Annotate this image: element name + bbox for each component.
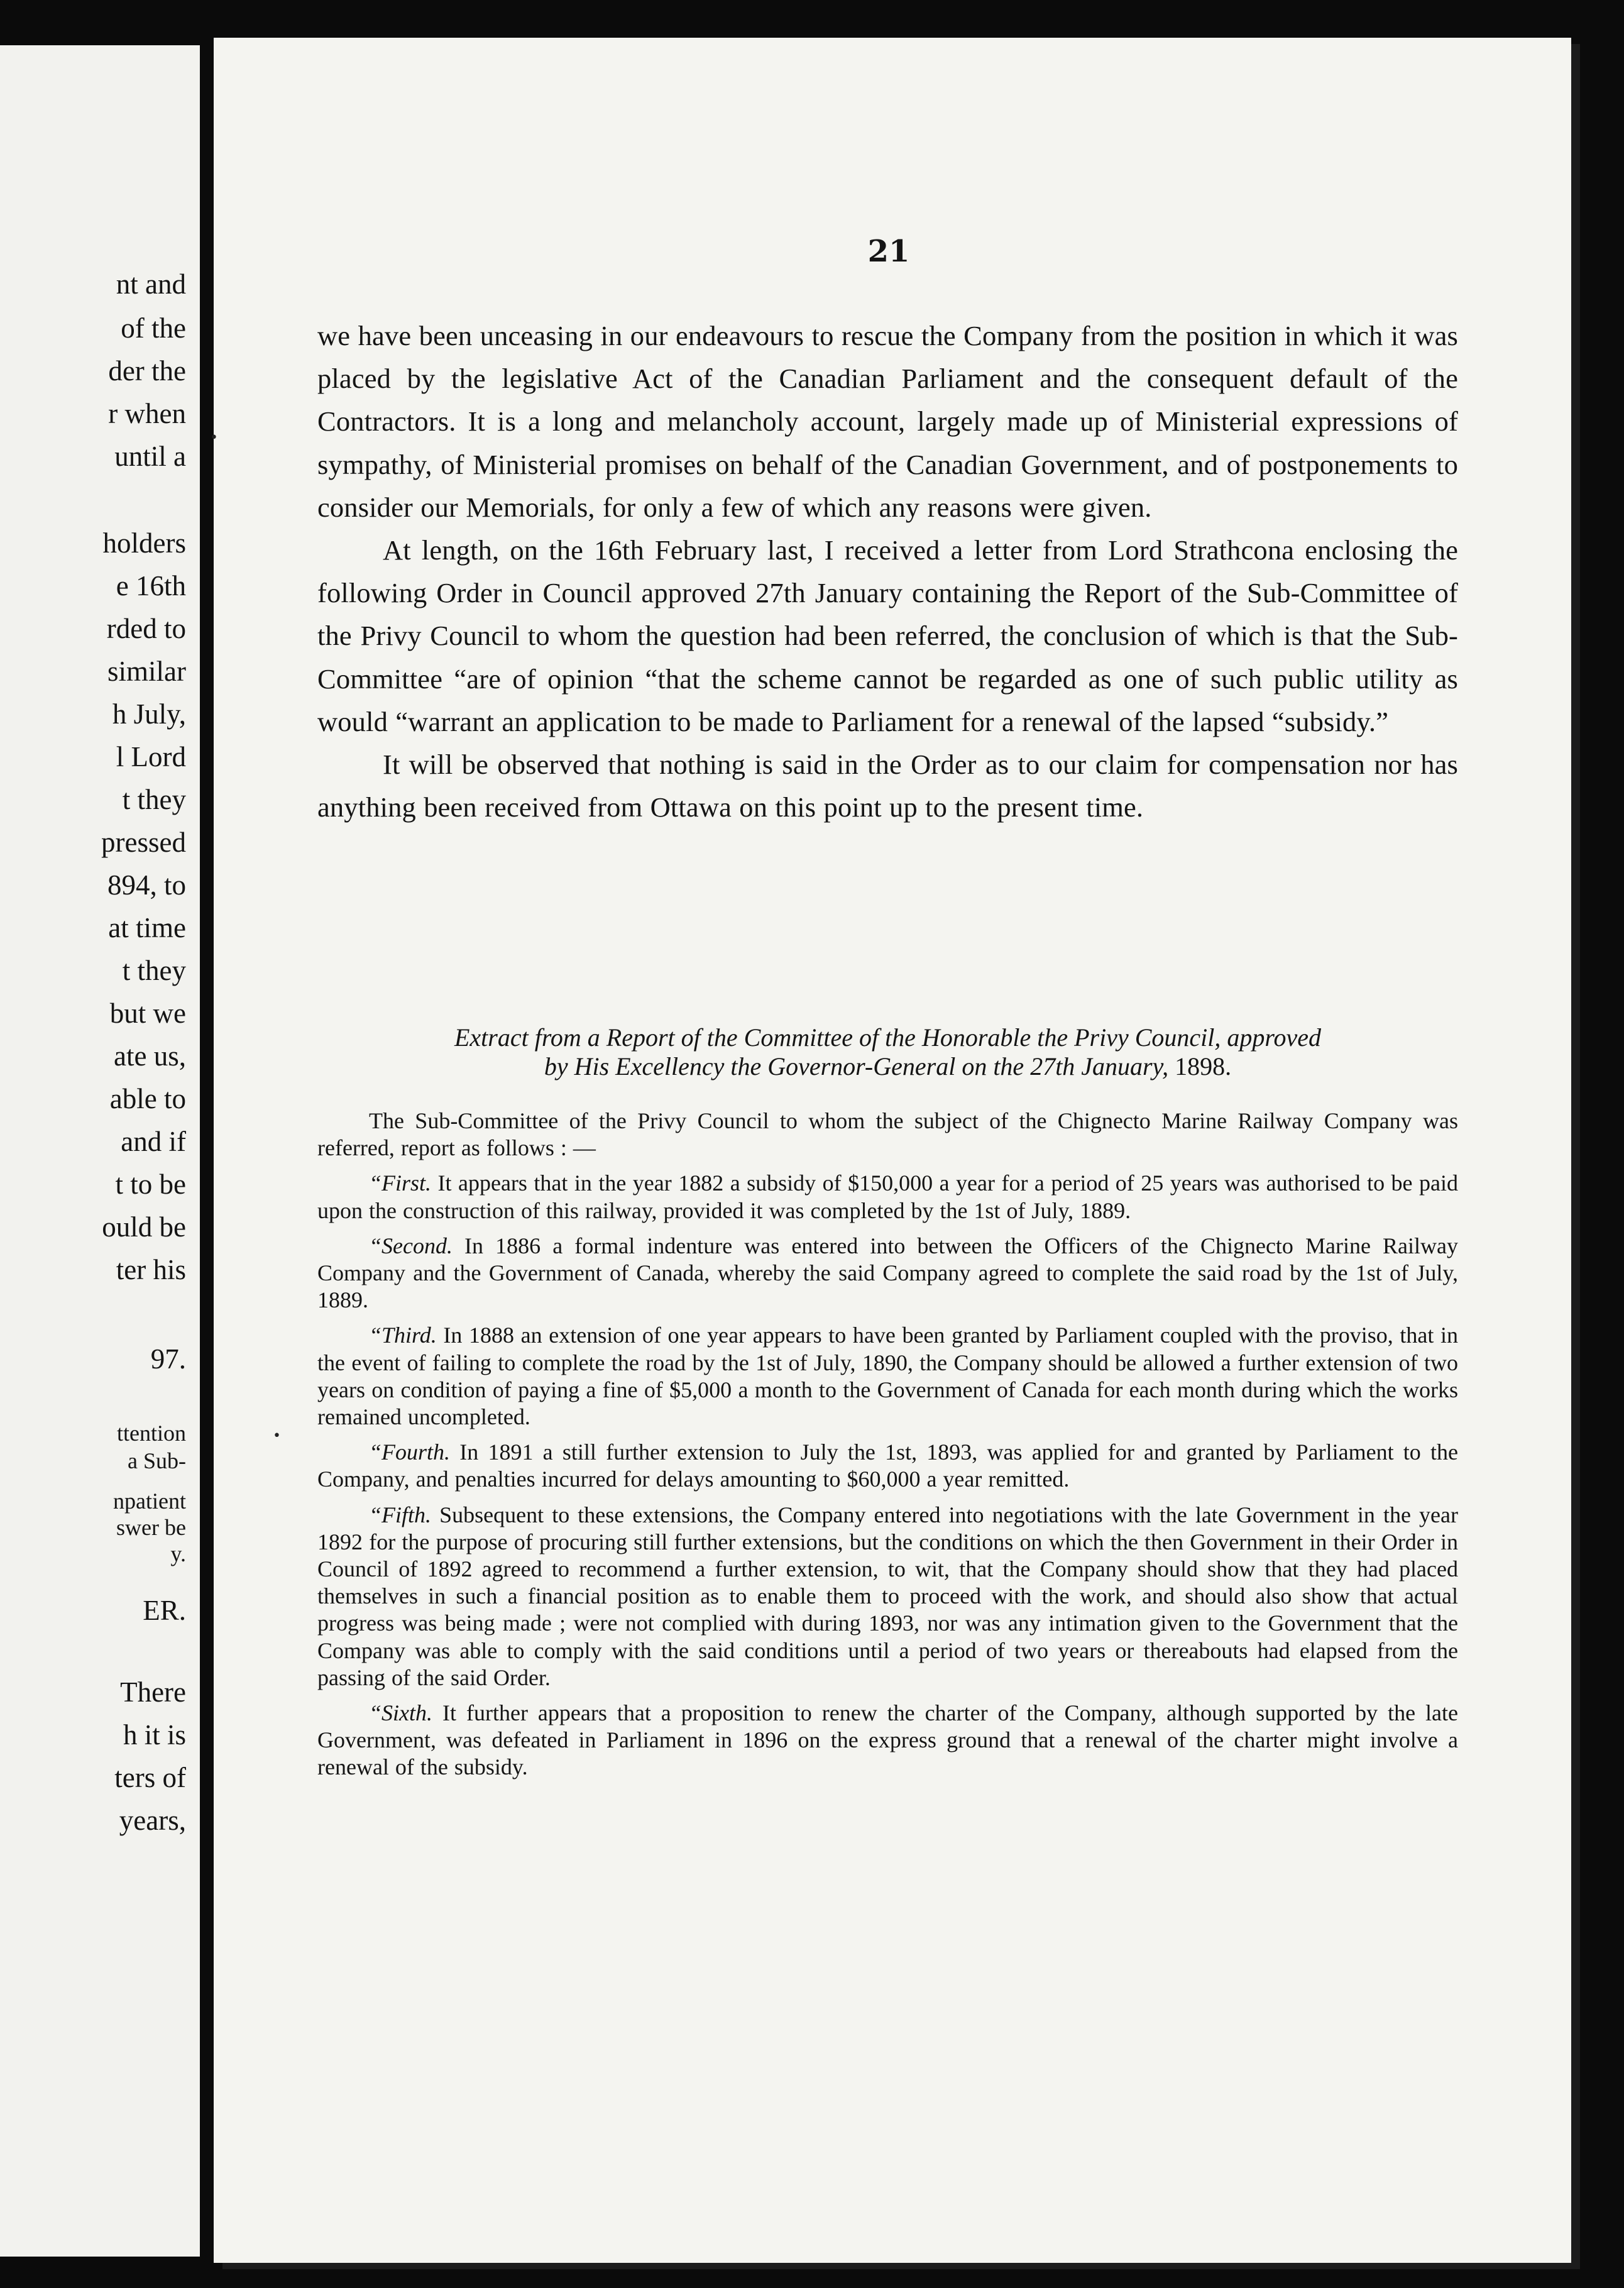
extract-item-text: It further appears that a proposition to renew the charter of the Company, although supported by the late Government, was defeated in Parliament in 1896 on the express ground that a renewal of the charter might involve a renewal of the subsidy. — [317, 1700, 1458, 1780]
facing-page-line: at time — [108, 912, 186, 943]
facing-page-line: ER. — [143, 1595, 186, 1626]
extract-body — [317, 1108, 1458, 1790]
extract-item — [317, 1170, 1458, 1224]
facing-page-line: e 16th — [116, 570, 186, 602]
extract-heading-line-2-italic: by His Excellency the Governor-General on the 27th January, — [544, 1052, 1169, 1081]
facing-page-line: y. — [170, 1541, 186, 1566]
extract-item-label: “Second. — [369, 1233, 453, 1258]
extract-heading-line-1: Extract from a Report of the Committee of the Honorable the Privy Council, approved — [454, 1023, 1321, 1052]
facing-page-line: h July, — [112, 698, 186, 730]
extract-item — [317, 1322, 1458, 1431]
facing-page-line: ttention — [117, 1421, 186, 1446]
extract-item-text: In 1886 a formal indenture was entered into between the Officers of the Chignecto Marine Railway Company and the Government of Canada, whereby the said Company agreed to complete the said road by the 1st of July, 1889. — [317, 1233, 1458, 1313]
facing-page-line: able to — [109, 1083, 186, 1114]
extract-item — [317, 1439, 1458, 1493]
paragraph-2: At length, on the 16th February last, I received a letter from Lord Strathcona enclosing the following Order in Council approved 27th January containing the Report of the Sub-Committee of the Privy Council to whom the question had been referred, the conclusion of which is that the Sub-Committee “are of opinion “that the scheme cannot be regarded as one of such public utility as would “warrant an application to be made to Parliament for a renewal of the lapsed “subsidy.” — [317, 534, 1458, 737]
facing-page-line: holders — [102, 527, 186, 559]
facing-page-line: npatient — [113, 1488, 186, 1514]
facing-page-line: h it is — [123, 1719, 186, 1751]
extract-item-label: “First. — [369, 1170, 432, 1196]
extract-item-text: It appears that in the year 1882 a subsidy of $150,000 a year for a period of 25 years was authorised to be paid upon the construction of this railway, provided it was completed by the 1st of July, 1889. — [317, 1170, 1458, 1223]
extract-heading — [317, 1023, 1458, 1081]
facing-page-fragment — [0, 45, 200, 2257]
extract-item — [317, 1700, 1458, 1781]
extract-heading-line-2 — [317, 1052, 1458, 1081]
facing-page-line: pressed — [101, 827, 186, 858]
facing-page-line: der the — [108, 355, 186, 387]
paragraph-1: we have been unceasing in our endeavours to rescue the Company from the position in which it was placed by the legislative Act of the Canadian Parliament and the consequent default of the Contractors. It is a long and melancholy account, largely made up of Ministerial expressions of sympathy, of Ministerial promises on behalf of the Canadian Government, and of postponements to consider our Memorials, for only a few of which any reasons were given. — [317, 320, 1458, 523]
facing-page-line: ter his — [116, 1254, 186, 1285]
facing-page-line: and if — [121, 1126, 186, 1157]
extract-item-label: “Fourth. — [369, 1439, 451, 1465]
facing-page-line: t they — [122, 784, 186, 815]
facing-page-line: 894, to — [107, 869, 186, 901]
letter-body — [317, 314, 1458, 828]
extract-item-text: In 1891 a still further extension to July the 1st, 1893, was applied for and granted by Parliament to the Company, and penalties incurred for delays amounting to $60,000 a year remitted. — [317, 1439, 1458, 1492]
page-number: 21 — [867, 234, 910, 269]
facing-page-line: years, — [119, 1805, 186, 1836]
facing-page-line: but we — [109, 998, 186, 1029]
facing-page-line: t they — [122, 955, 186, 986]
facing-page-line: t to be — [115, 1169, 186, 1200]
facing-page-line: until a — [114, 441, 186, 472]
facing-page-line: similar — [107, 656, 186, 687]
facing-page-line: a Sub- — [128, 1448, 186, 1473]
extract-item — [317, 1502, 1458, 1691]
facing-page-line: of the — [121, 312, 186, 344]
facing-page-line: swer be — [116, 1515, 186, 1540]
margin-mark: • — [273, 1428, 281, 1444]
extract-item-label: “Third. — [369, 1323, 437, 1348]
facing-page-line: ate us, — [114, 1040, 186, 1072]
extract-item-label: “Fifth. — [369, 1502, 432, 1527]
paragraph-3: It will be observed that nothing is said in the Order as to our claim for compensation nor has anything been received from Ottawa on this point up to the present time. — [317, 749, 1458, 823]
extract-heading-year: 1898. — [1168, 1052, 1232, 1081]
extract-item-text: In 1888 an extension of one year appears to have been granted by Parliament coupled with the proviso, that in the event of failing to complete the road by the 1st of July, 1890, the Company should be allowed a further extension of two years on condition of paying a fine of $5,000 a month to the Government of Canada for each month during which the works remained uncompleted. — [317, 1323, 1458, 1430]
facing-page-line: ters of — [114, 1762, 186, 1793]
facing-page-line: 97. — [150, 1343, 186, 1375]
facing-page-line: l Lord — [116, 741, 186, 773]
facing-page-line: r when — [108, 398, 186, 429]
facing-page-line: There — [120, 1676, 186, 1708]
extract-item-label: “Sixth. — [369, 1700, 433, 1726]
facing-page-line: rded to — [106, 613, 186, 644]
extract-item — [317, 1233, 1458, 1314]
facing-page-line: nt and — [116, 268, 186, 300]
extract-intro: The Sub-Committee of the Privy Council to whom the subject of the Chignecto Marine Railway Company was referred, report as follows : — — [317, 1108, 1458, 1161]
facing-page-line: ould be — [102, 1211, 186, 1243]
margin-mark: • — [210, 430, 218, 446]
extract-items — [317, 1170, 1458, 1781]
extract-item-text: Subsequent to these extensions, the Company entered into negotiations with the late Government in the year 1892 for the purpose of procuring still further extensions, but the conditions on which the then Government in their Order in Council of 1892 agreed to recommend a further extension, to wit, that the Company should show that they had placed themselves in such a financial position as to enable them to proceed with the work, and should also show that actual progress was being made ; were not complied with during 1893, nor was any intimation given to the Government that the Company was able to comply with the said conditions until a period of two years or thereabouts had elapsed from the passing of the said Order. — [317, 1502, 1458, 1690]
